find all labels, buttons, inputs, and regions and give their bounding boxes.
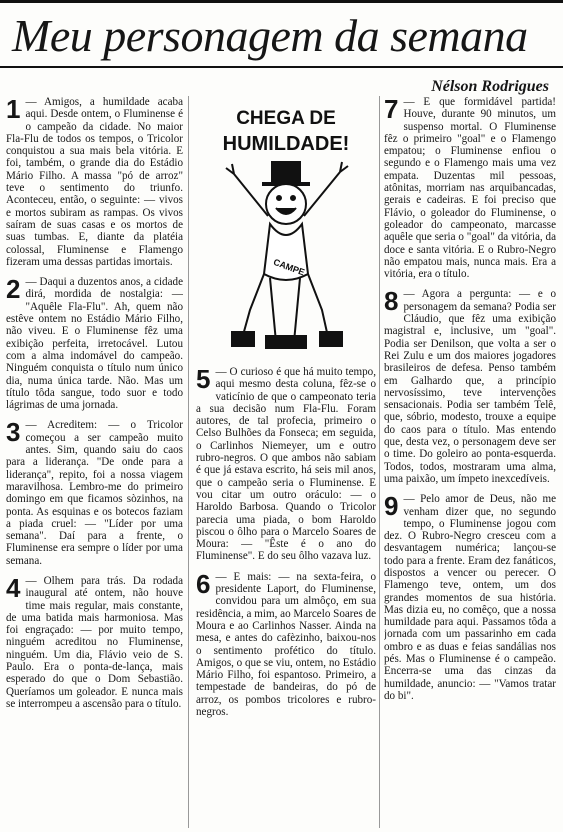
- column-2: [196, 366, 376, 828]
- cartoon-caption-line2: HUMILDADE!: [222, 133, 350, 155]
- sash-text: CAMPE: [272, 256, 307, 278]
- section-1: 1 — Amigos, a humildade acaba aqui. Desde ontem, o Fluminense é o campeão da cidade. No maior Fla-Flu de todos os tempos, o Tricolor conquistou a sua mais bela vitória. E foi, também, o grande dia do Estádio Mário Filho. A massa "pó de arroz" teve o sentimento do triunfo. Aconteceu, então, o seguinte: — vivos e mortos subiram as rampas. Os vivos saíram de suas casas e os mortos de suas tumbas. E, diante da platéia colossal, Fluminense e Flamengo fizeram uma dessas partidas imortais.: [6, 96, 183, 268]
- section-3: 3 — Acreditem: — o Tricolor começou a ser campeão muito antes. Sim, quando saiu do caos para a liderança. "De onde para a liderança", repito, foi a nossa viagem maravilhosa. Lembro-me do primeiro domingo em que ficamos sòzinhos, na ponta. As esquinas e os botecos faziam a piada cruel: — "Líder por uma semana". Daí para a frente, o Fluminense era sempre o líder por uma semana.: [6, 417, 183, 567]
- celebrating-figure: [226, 162, 348, 348]
- cartoon-illustration: [196, 96, 376, 358]
- title-bar: [0, 0, 563, 68]
- column-1: [6, 96, 183, 828]
- column-3: [384, 96, 556, 828]
- column-divider: [188, 96, 189, 828]
- section-8: 8 — Agora a pergunta: — e o personagem da semana? Podia ser Cláudio, que fêz uma exibição magistral e, inclusive, um "goal". Podia ser Denilson, que volta a ser o Rei Zulu e um dos maiores jogadores brasileiros de defesa. Penso também em Galhardo que, a princípio nervosíssimo, teve intervenções sensacionais. Podia ser também Telê, que, sóbrio, modesto, trouxe a equipe do caos para o título. Mas entendo que, desta vez, o personagem deve ser o time. Do goleiro ao ponta-esquerda. Todos, todos, mostraram uma alma, uma paixão, um ímpeto inexcedíveis.: [384, 286, 556, 485]
- section-2: 2 — Daqui a duzentos anos, a cidade dirá, mordida de nostalgia: — "Aquêle Fla-Flu". Ah, quem não estêve ontem no Estádio Mário Filho, não viveu. E o Fluminense fêz uma exibição perfeita, irretocável. Lutou com a alma indomável do campeão. Ninguém conquista o título num único dia, numa única tarde. Não. Mas um título tôda sangue, todo suor e todo lágrimas de uma jornada.: [6, 274, 183, 412]
- cartoon-drawing: [196, 96, 376, 358]
- section-6: 6 — E mais: — na sexta-feira, o presidente Laport, do Fluminense, convidou para um almôço, em sua residência, a mim, ao Marcelo Soares de Moura e ao Carlinhos Nasser. Ainda na mesa, e antes do cafèzinho, baixou-nos o sentimento profético do título. Amigos, o que se viu, ontem, no Estádio Mário Filho, foi espantoso. Primeiro, a tempestade de bandeiras, do pó de arroz, os pombos tricolores e rubro-negros.: [196, 568, 376, 719]
- column-divider: [379, 96, 380, 828]
- cartoon-caption-line1: CHEGA DE: [236, 108, 336, 129]
- section-4: 4 — Olhem para trás. Da rodada inaugural até ontem, não houve time mais regular, mais constante, de uma batida mais harmoniosa. Mas foi engraçado: — por muito tempo, ninguém acreditou no Fluminense, ninguém. Um dia, Flávio veio de S. Paulo. Era o ponta-de-lança, mais esperado do que o Dom Sebastião. Queríamos um goleador. E nunca mais se interrompeu a ascensão para o título.: [6, 572, 183, 710]
- page-title: Meu personagem da semana: [12, 10, 528, 61]
- author-byline: Nélson Rodrigues: [431, 78, 549, 95]
- section-7: 7 — E que formidável partida! Houve, durante 90 minutos, um suspenso mortal. O Fluminense fêz o primeiro "goal" e o Flamengo empatou; o Fluminense enfiou o segundo e o Flamengo mais uma vez empata. Duzentas mil pessoas, atônitas, morriam nas arquibancadas, gerais e cadeiras. E foi preciso que Flávio, o goleador do Fluminense, o goleador do campeonato, marcasse aquêle que seria o "goal" da vitória, da doce e santa vitória. E o Rubro-Negro não empatou mais, nunca mais. Era a vitória, era o título.: [384, 96, 556, 281]
- section-5: 5 — O curioso é que há muito tempo, aqui mesmo desta coluna, fêz-se o vaticínio de que o campeonato teria a sua decisão num Fla-Flu. Foram autores, de tal profecia, primeiro o Celso Bulhões da Fonseca; em seguida, o Carlinhos Niemeyer, um e outro rubro-negros. O que ambos não sabiam é que já estava escrito, há seis mil anos, que o campeão seria o Fluminense. E vou citar um outro oráculo: — o Haroldo Barbosa. Quando o Tricolor parecia uma piada, o bom Haroldo piscou o ôlho para o Marcelo Soares de Moura: — "Êste é o ano do Fluminense". E do seu ôlho vazava luz.: [196, 366, 376, 563]
- section-9: 9 — Pelo amor de Deus, não me venham dizer que, no segundo tempo, o Fluminense jogou com dez. O Rubro-Negro cresceu com a desvantagem numérica; lançou-se todo para a frente. Eram dez fanáticos, dispostos a vencer ou perecer. O Flamengo teve, ontem, um dos grandes momentos de sua história. Mas dizia eu, no comêço, que a nossa humildade para aqui. Passamos tôda a jornada com um passarinho em cada ombro e as duas e feias sandálias nos pés. Mas o Fluminense é o campeão. Encerra-se uma das cinzas da humildade, anuncio: — "Vamos tratar do bi".: [384, 491, 556, 702]
